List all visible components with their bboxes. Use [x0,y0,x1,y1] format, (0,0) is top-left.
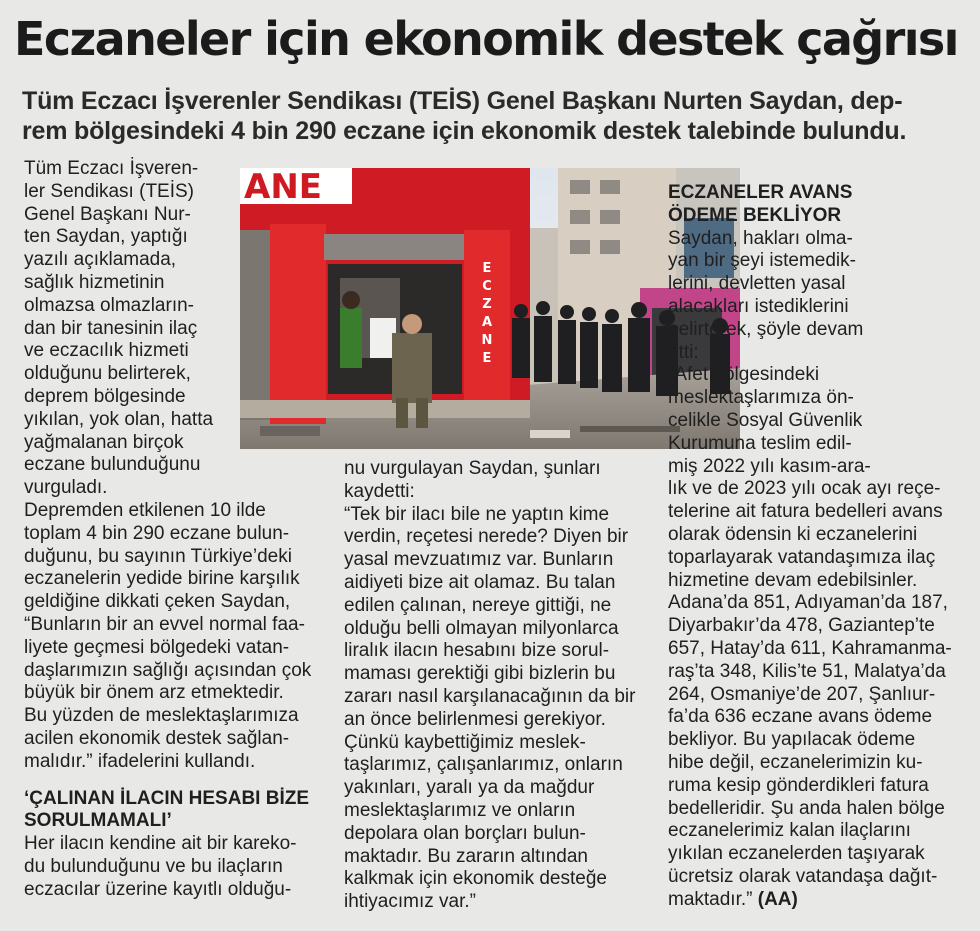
headline: Eczaneler için ekonomik destek çağrısı [14,12,958,66]
body-text-line: telerine ait fatura bedelleri avans [668,501,943,523]
sign-letter: N [481,333,493,348]
body-text-line: miş 2022 yılı kasım-ara- [668,455,871,477]
article-column-3 [668,182,973,912]
article-column-2 [344,458,649,914]
body-text-line: vurguladı. [24,477,108,499]
body-text-line: aidiyeti bize ait olamaz. Bu talan [344,571,616,593]
body-text-line: alacakları istediklerini [668,295,849,317]
body-text-line: toplam 4 bin 290 eczane bulun- [24,522,290,544]
body-text-line: toparlayarak vatandaşımıza ilaç [668,546,936,568]
sign-letter: E [482,261,492,276]
sign-letter: A [481,315,493,330]
body-text-line: Diyarbakır’da 478, Gaziantep’te [668,615,935,637]
body-text-line: Tüm Eczacı İşveren- [24,158,199,179]
body-text-line: celikle Sosyal Güvenlik [668,409,863,431]
body-text-line: ler Sendikası (TEİS) [24,180,194,202]
body-text-line: maması gerektiği gibi bizlerin bu [344,663,616,685]
body-text-line: ihtiyacımız var.” [344,891,476,913]
body-text-line: daşlarımızın sağlığı açısından çok [24,659,312,681]
body-text-line: “Afet bölgesindeki [668,364,820,386]
body-text-line: liyete geçmesi bölgedeki vatan- [24,636,290,658]
body-text-line: duğunu, bu sayının Türkiye’deki [24,545,292,567]
body-text-line: eczacılar üzerine kayıtlı olduğu- [24,878,292,900]
body-text-line: Çünkü kaybettiğimiz meslek- [344,731,586,753]
deck-line: Tüm Eczacı İşverenler Sendikası (TEİS) Genel Başkanı Nurten Saydan, dep- [22,87,903,115]
body-text-line: Bu yüzden de meslektaşlarımıza [24,705,299,727]
deck [22,86,972,146]
body-text-line: taşlarımız, çalışanlarımız, onların [344,754,623,776]
body-text-line: büyük bir önem arz etmektedir. [24,682,284,704]
body-text-line: olmazsa olmazların- [24,294,194,316]
body-text-line: yıkılan eczanelerden taşıyarak [668,843,925,865]
body-text-line: edilen çalınan, nereye gittiği, ne [344,594,612,616]
body-text-line: ve eczacılık hizmeti [24,340,189,362]
body-text-line: zararı nasıl karşılanacağının da bir [344,685,636,707]
deck-line: rem bölgesindeki 4 bin 290 eczane için ekonomik destek talebinde bulundu. [22,117,907,145]
body-text-line: fa’da 636 eczane avans ödeme [668,706,933,728]
body-text-line: meslektaşlarımız ve onların [344,799,576,821]
body-text-line: yasal mevzuatımız var. Bunların [344,549,614,571]
body-text-line: kalkmak için ekonomik desteğe [344,868,607,890]
body-text-line: etti: [668,341,699,363]
body-text-line: liralık ilacın hesabını bize sorul- [344,640,610,662]
body-text-line: Saydan, hakları olma- [668,227,853,249]
body-text-line: kaydetti: [344,480,415,502]
body-text-line: ruma kesip gönderdikleri fatura [668,774,929,796]
body-text-line: hizmetine devam edebilsinler. [668,569,918,591]
body-text-line: eczane bulunduğunu [24,454,201,476]
article-column-1 [24,158,329,902]
body-text-line: Adana’da 851, Adıyaman’da 187, [668,592,948,614]
body-text-line: acilen ekonomik destek sağlan- [24,727,290,749]
body-text-line: nu vurgulayan Saydan, şunları [344,458,601,479]
body-text-line: Depremden etkilenen 10 ilde [24,499,266,521]
body-text-line: maktadır.” (AA) [668,888,798,910]
sign-top-text: ANE [244,168,322,207]
body-text-line: olarak ödensin ki eczanelerini [668,523,918,545]
body-text-line: ücretsiz olarak vatandaşa dağıt- [668,865,938,887]
paragraph-gap [24,774,329,788]
body-text-line: Her ilacın kendine ait bir kareko- [24,833,297,855]
body-text-line: depolara olan borçları bulun- [344,822,586,844]
body-text-line: yıkılan, yok olan, hatta [24,408,214,430]
body-text-line: deprem bölgesinde [24,385,186,407]
body-text-line: olduğu belli olmayan milyonlarca [344,617,619,639]
body-text-line: 264, Osmaniye’de 207, Şanlıur- [668,683,936,705]
subheading-line: ÖDEME BEKLİYOR [668,204,842,226]
body-text-line: malıdır.” ifadelerini kullandı. [24,750,256,772]
source-credit: (AA) [752,888,798,910]
body-text-line: yakınları, yaralı ya da mağdur [344,777,595,799]
body-text-line: 657, Hatay’da 611, Kahramanma- [668,637,952,659]
body-text-line: belirterek, şöyle devam [668,318,864,340]
body-text-line: raş’ta 348, Kilis’te 51, Malatya’da [668,660,946,682]
body-text-line: Kurumuna teslim edil- [668,432,852,454]
body-text-line: verdin, reçetesi nerede? Diyen bir [344,526,629,548]
body-text-line: du bulunduğunu ve bu ilaçların [24,855,283,877]
body-text-line: Genel Başkanı Nur- [24,203,191,225]
body-text-line: yağmalanan birçok [24,431,184,453]
body-text-line: “Bunların bir an evvel normal faa- [24,613,305,635]
body-text-line: eczanelerin yedide birine karşılık [24,568,300,590]
body-text-line: meslektaşlarımıza ön- [668,387,854,409]
body-text-line: hibe değil, eczanelerimizin ku- [668,751,923,773]
body-text-line: an önce belirlenmesi gerekiyor. [344,708,606,730]
sign-letter: E [482,351,492,366]
body-text-line: olduğunu belirterek, [24,363,191,385]
subheading-line: ECZANELER AVANS [668,182,853,203]
body-text-line: ten Saydan, yaptığı [24,226,188,248]
body-text-line: dan bir tanesinin ilaç [24,317,198,339]
body-text-line: maktadır. Bu zararın altından [344,845,588,867]
body-text-line: lık ve de 2023 yılı ocak ayı reçe- [668,478,941,500]
body-text-line: bedelleridir. Şu anda halen bölge [668,797,945,819]
body-text-line: yazılı açıklamada, [24,249,177,271]
body-text-line: bekliyor. Bu yapılacak ödeme [668,729,916,751]
sign-letter: C [482,279,492,294]
sign-letter: Z [482,297,492,312]
body-text-line: geldiğine dikkati çeken Saydan, [24,591,291,613]
body-text-line: yan bir şeyi istemedik- [668,250,856,272]
body-text-line: “Tek bir ilacı bile ne yaptın kime [344,503,610,525]
body-text-line: eczanelerimiz kalan ilaçlarını [668,820,911,842]
body-text-line: sağlık hizmetinin [24,271,165,293]
body-text-line: lerini, devletten yasal [668,273,846,295]
subheading-line: ‘ÇALINAN İLACIN HESABI BİZE [24,787,309,809]
subheading-line: SORULMAMALI’ [24,810,172,832]
